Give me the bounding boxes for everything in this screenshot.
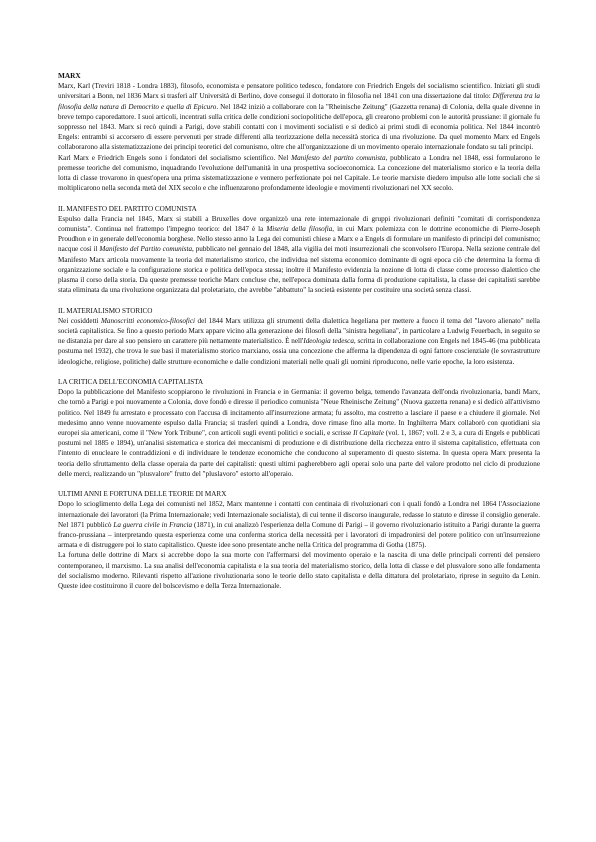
italic-title-run: La guerra civile in Francia bbox=[113, 520, 193, 529]
italic-title-run: Ideologia tedesca bbox=[303, 337, 354, 346]
italic-title-run: Manifesto del partito comunista bbox=[291, 153, 386, 162]
italic-title-run: Differenza tra la filosofia della natura di Democrito e quella di Epicuro bbox=[58, 92, 540, 111]
section-paragraph bbox=[58, 316, 540, 367]
section-paragraph bbox=[58, 550, 540, 591]
document-page bbox=[58, 71, 540, 591]
section-materialismo bbox=[58, 306, 540, 367]
text-run: La fortuna delle dottrine di Marx si accrebbe dopo la sua morte con l'affermarsi del movimento operaio e la nascita di una delle principali correnti del pensiero contemporaneo, il marxismo. La sua analisi dell'economia capitalista e la sua teoria del materialismo storico, della lotta di classe e del plusvalore sono alle fondamenta del socialismo moderno. Rilevanti rispetto all'azione rivoluzionaria sono le teorie dello stato capitalista e della dittatura del proletariato, riprese in seguito da Lenin. Queste idee costituirono il cuore del bolscevismo e della Terza Internazionale. bbox=[58, 551, 540, 591]
section-heading: IL MANIFESTO DEL PARTITO COMUNISTA bbox=[58, 204, 197, 213]
text-run: , pubblicato nel gennaio del 1848, alla vigilia dei moti insurrezionali che sconvolsero l'Europa. Nella sezione centrale del Manifesto Marx articola nuovamente la teoria del materialismo storico, che individua nel sistema economico dominante di ogni epoca ciò che determina la forma di organizzazione sociale e la configurazione storica e politica dell'epoca stessa; inoltre il Manifesto evidenzia la nozione di lotta di classe come processo dialettico che plasma il corso della storia. Da queste premesse teoriche Marx concluse che, nell'epoca dominata dalla forma di produzione capitalista, la classe dei capitalisti sarebbe stata eliminata da una rivoluzione organizzata dal proletariato, che avrebbe "abbattuto" la società esistente per costituire una società senza classi. bbox=[58, 245, 541, 295]
section-manifesto bbox=[58, 204, 540, 296]
text-run: Karl Marx e Friedrich Engels sono i fondatori del socialismo scientifico. Nel bbox=[58, 153, 292, 162]
section-heading: IL MATERIALISMO STORICO bbox=[58, 306, 153, 315]
section-paragraph bbox=[58, 499, 540, 550]
document-title: MARX bbox=[58, 71, 81, 80]
section-ultimi-anni bbox=[58, 489, 540, 591]
text-run: , in cui Marx polemizza con le dottrine economiche di Pierre-Joseph Proudhon e in generale dell'economia borghese. Nello stesso anno la Lega dei comunisti chiese a Marx e a Engels di formulare un manifesto di principi del comunismo; nacque così il bbox=[58, 225, 540, 254]
text-run: Dopo la pubblicazione del Manifesto scoppiarono le rivoluzioni in Francia e in Germania: il governo belga, temendo l'avanzata dell'onda rivoluzionaria, bandì Marx, che tornò a Parigi e poi nuovamente a Colonia, dove fondò e diresse il periodico comunista "Neue Rheinische Zeitung" (Nuova gazzetta renana) e si dedicò all'attivismo politico. Nel 1849 fu arrestato e processato con l'accusa di incitamento all'insurrezione armata; fu assolto, ma costretto a lasciare il paese e a chiudere il giornale. Nel medesimo anno venne nuovamente espulso dalla Francia; si trasferì quindi a Londra, dove rimase fino alla morte. In Inghilterra Marx collaborò con quotidiani sia europei sia americani, come il "New York Tribune", con articoli sugli eventi politici e sociali, e scrisse bbox=[58, 388, 540, 438]
italic-title-run: Manoscritti economico-filosofici bbox=[100, 316, 196, 325]
text-run: , scritta in collaborazione con Engels nel 1845-46 (ma pubblicata postuma nel 1932), che trova le sue basi il materialismo storico marxiano, ossia una concezione che afferma la dipendenza di ogni fattore coscienziale (le sovrastrutture ideologiche, religiose, politiche) dalle strutture economiche e dalle condizioni materiali nelle quali gli uomini riproducono, nelle varie epoche, la loro esistenza. bbox=[58, 337, 540, 366]
text-run: Espulso dalla Francia nel 1845, Marx si stabilì a Bruxelles dove organizzò una rete internazionale di gruppi rivoluzionari definiti "comitati di corrispondenza comunista". Continua nel frattempo l'impegno teorico: del 1847 è la bbox=[58, 214, 540, 234]
text-run: Nei cosiddetti bbox=[58, 316, 101, 325]
text-run: (1871), in cui analizzò l'esperienza della Comune di Parigi – il governo rivoluzionario istituito a Parigi durante la guerra franco-prussiana – interpretando questa esperienza come una conferma storica della necessità per i lavoratori di impadronirsi del potere politico con un'insurrezione armata e di distruggere poi lo stato capitalistico. Queste idee sono presentate anche nella Critica del programma di Gotha (1875). bbox=[58, 520, 541, 550]
text-run: (vol. 1, 1867; voll. 2 e 3, a cura di Engels e pubblicati postumi nel 1885 e 1894), un'analisi sistematica e storica dei meccanismi di produzione e di distribuzione della ricchezza entro il sistema capitalistico, effettuata con l'intento di enucleare le contraddizioni e di individuare le tendenze economiche che conducono al superamento di questo sistema. In questa opera Marx presenta la teoria dello sfruttamento della classe operaia da parte dei capitalisti: questi ultimi pagherebbero agli operai solo una parte del valore prodotto nel ciclo di produzione delle merci, realizzando un "plusvalore" frutto del "pluslavoro" estorto all'operaio. bbox=[58, 429, 541, 478]
section-heading: ULTIMI ANNI E FORTUNA DELLE TEORIE DI MARX bbox=[58, 490, 227, 499]
intro-paragraph-1 bbox=[58, 81, 540, 152]
section-paragraph bbox=[58, 214, 540, 296]
text-run: Dopo lo scioglimento della Lega dei comunisti nel 1852, Marx mantenne i contatti con centinaia di rivoluzionari con i quali fondò a Londra nel 1864 l'Associazione internazionale dei lavoratori (la Prima Internazionale; vedi Internazionale socialista), di cui tenne il discorso inaugurale, redasse lo statuto e diresse il consiglio generale. Nel 1871 pubblicò bbox=[58, 500, 540, 529]
text-run: . Nel 1842 iniziò a collaborare con la "Rheinische Zeitung" (Gazzetta renana) di Colonia, della quale divenne in breve tempo caporedattore. I suoi articoli, incentrati sulla critica delle condizioni sociopolitiche dell'epoca, gli crearono problemi con le autorità prussiane: il giornale fu soppresso nel 1843. Marx si recò quindi a Parigi, dove stabilì contatti con i movimenti socialisti e si dedicò ai primi studi di economia politica. Nel 1844 incontrò Engels: entrambi si accorsero di essere pervenuti per strade differenti alla teorizzazione della necessità storica di una rivoluzione. Da quel momento Marx ed Engels collaborarono alla sistematizzazione dei principi teoretici del comunismo, oltre che all'organizzazione di un movimento operaio internazionale fondato su tali principi. bbox=[58, 102, 541, 152]
text-run: , pubblicato a Londra nel 1848, essi formularono le premesse teoriche del comunismo, inquadrando l'evoluzione dell'umanità in una prospettiva socioeconomica. La concezione del materialismo storico e la teoria della lotta di classe trovarono in quest'opera una prima sistematizzazione e vennero perfezionate poi nel Capitale. Le teorie marxiste diedero impulso alle lotte sociali che si moltiplicarono nella seconda metà del XIX secolo e che influenzarono profondamente ideologie e movimenti rivoluzionari nel XX secolo. bbox=[58, 153, 540, 193]
italic-title-run: Miseria della filosofia bbox=[266, 225, 333, 234]
italic-title-run: Il Capitale bbox=[353, 429, 384, 438]
intro-paragraph-2 bbox=[58, 153, 540, 194]
section-heading: LA CRITICA DELL'ECONOMIA CAPITALISTA bbox=[58, 378, 204, 387]
text-run: del 1844 Marx utilizza gli strumenti della dialettica hegeliana per mettere a fuoco il tema del "lavoro alienato" nella società capitalistica. Se fino a questo periodo Marx appare vicino alla generazione dei filosofi della "sinistra hegeliana", in particolare a Ludwig Feuerbach, in seguito se ne distanzia per dare al suo pensiero un carattere più nettamente materialistico. È nell' bbox=[58, 316, 540, 346]
text-run: Marx, Karl (Treviri 1818 - Londra 1883), filosofo, economista e pensatore politico tedesco, fondatore con Friedrich Engels del socialismo scientifico. Iniziati gli studi universitari a Bonn, nel 1836 Marx si trasferì all' Università di Berlino, dove conseguì il dottorato in filosofia nel 1841 con una dissertazione dal titolo: bbox=[58, 82, 540, 101]
italic-title-run: Manifesto del Partito comunista bbox=[99, 245, 193, 254]
section-paragraph bbox=[58, 387, 540, 479]
section-critica bbox=[58, 377, 540, 479]
